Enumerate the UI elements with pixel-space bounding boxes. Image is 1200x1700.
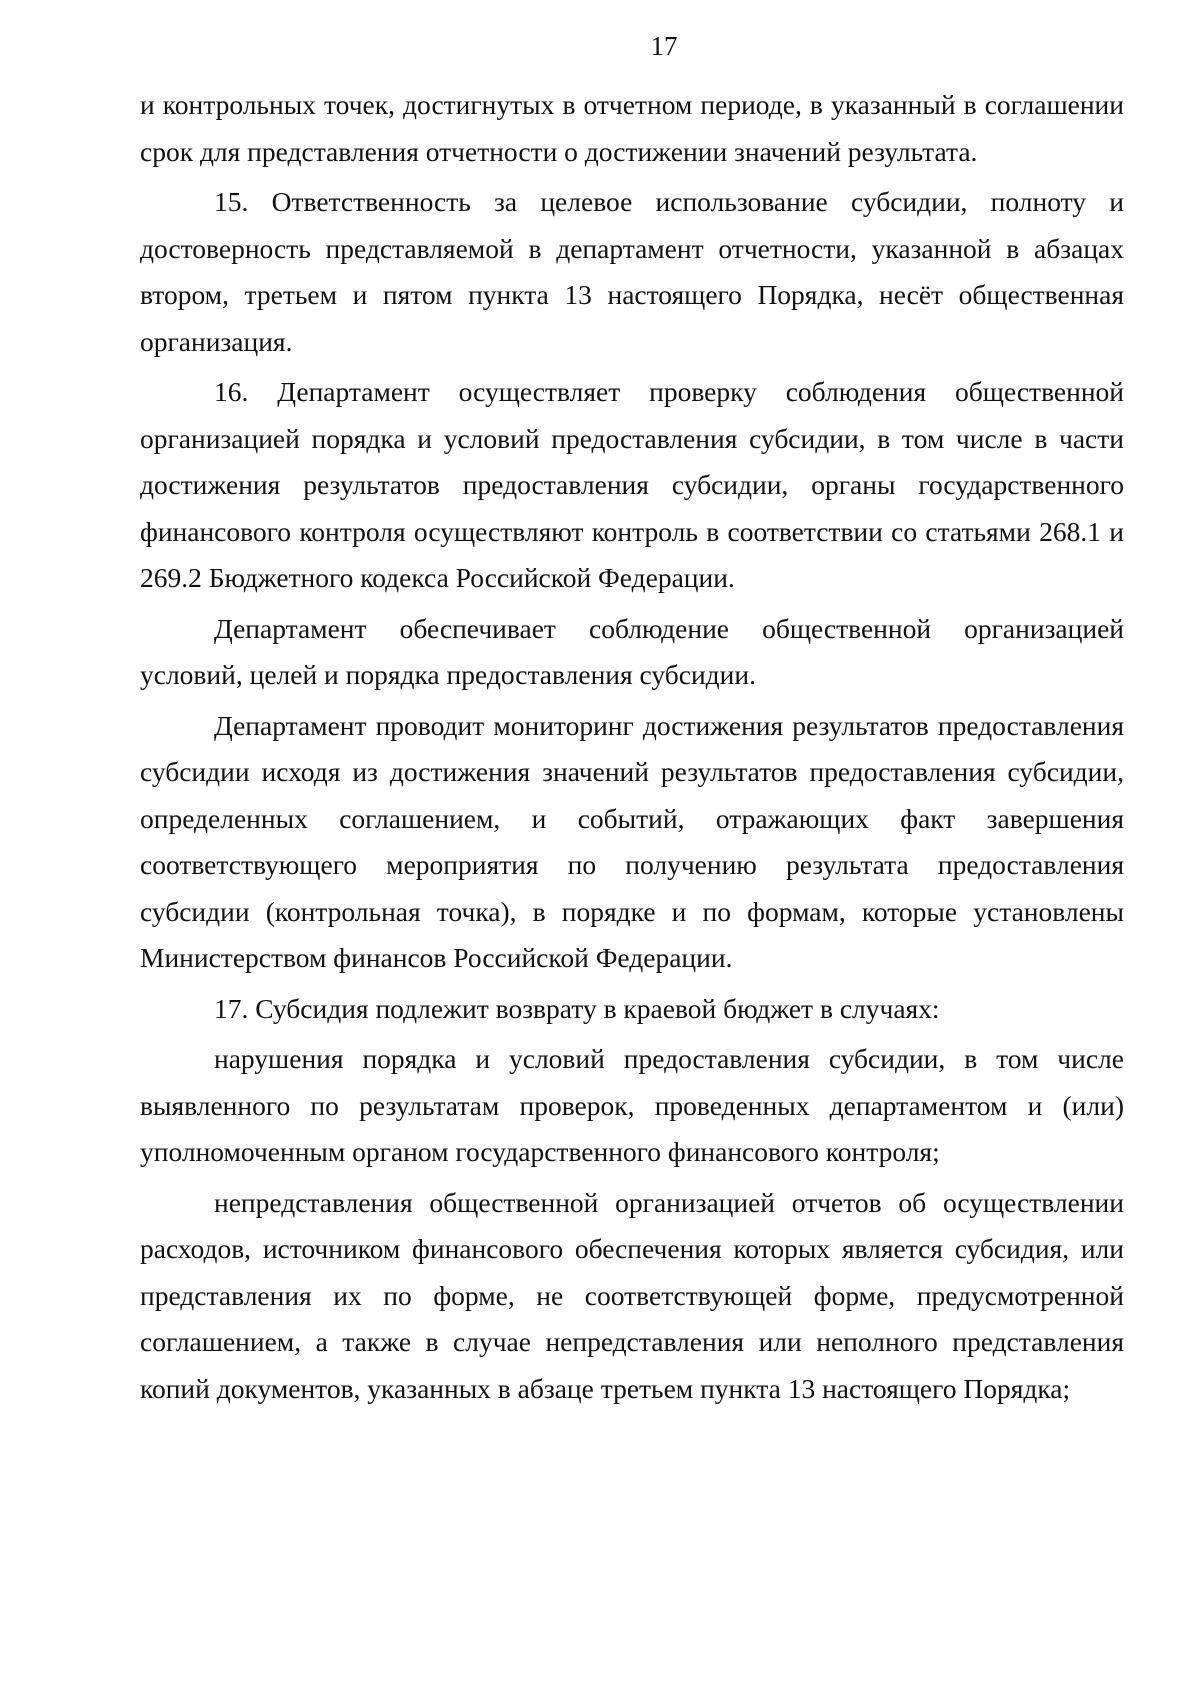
paragraph-16: 16. Департамент осуществляет проверку соблюдения общественной организацией порядка и условий предоставления субсидии, в том числе в части достижения результатов предоставления субсидии, органы государственного финансового контроля осуществляют контроль в соответствии со статьями 268.1 и 269.2 Бюджетного кодекса Российской Федерации. [140,376,1124,593]
paragraph-15: 15. Ответственность за целевое использование субсидии, полноту и достоверность представляемой в департамент отчетности, указанной в абзацах втором, третьем и пятом пункта 13 настоящего Порядка, несёт общественная организация. [140,186,1124,357]
page-number: 17 [650,31,678,61]
paragraph-16-compliance: Департамент обеспечивает соблюдение общественной организацией условий, целей и порядка предоставления субсидии. [140,612,1124,690]
paragraph-17: 17. Субсидия подлежит возврату в краевой бюджет в случаях: [214,992,940,1024]
paragraph-17-violation: нарушения порядка и условий предоставления субсидии, в том числе выявленного по результатам проверок, проведенных департаментом и (или) уполномоченным органом государственного финансового контроля; [140,1043,1124,1167]
paragraph-17-nonsubmission: непредставления общественной организацией отчетов об осуществлении расходов, источником финансового обеспечения которых является субсидия, или представления их по форме, не соответствующей форме, предусмотренной соглашением, а также в случае непредставления или неполного представления копий документов, указанных в абзаце третьем пункта 13 настоящего Порядка; [140,1186,1124,1404]
paragraph-continuation: и контрольных точек, достигнутых в отчетном периоде, в указанный в соглашении срок для представления отчетности о достижении значений результата. [140,89,1124,167]
paragraph-16-monitoring: Департамент проводит мониторинг достижения результатов предоставления субсидии исходя из достижения значений результатов предоставления субсидии, определенных соглашением, и событий, отражающих факт завершения соответствующего мероприятия по получению результата предоставления субсидии (контрольная точка), в порядке и по формам, которые установлены Министерством финансов Российской Федерации. [140,709,1124,973]
